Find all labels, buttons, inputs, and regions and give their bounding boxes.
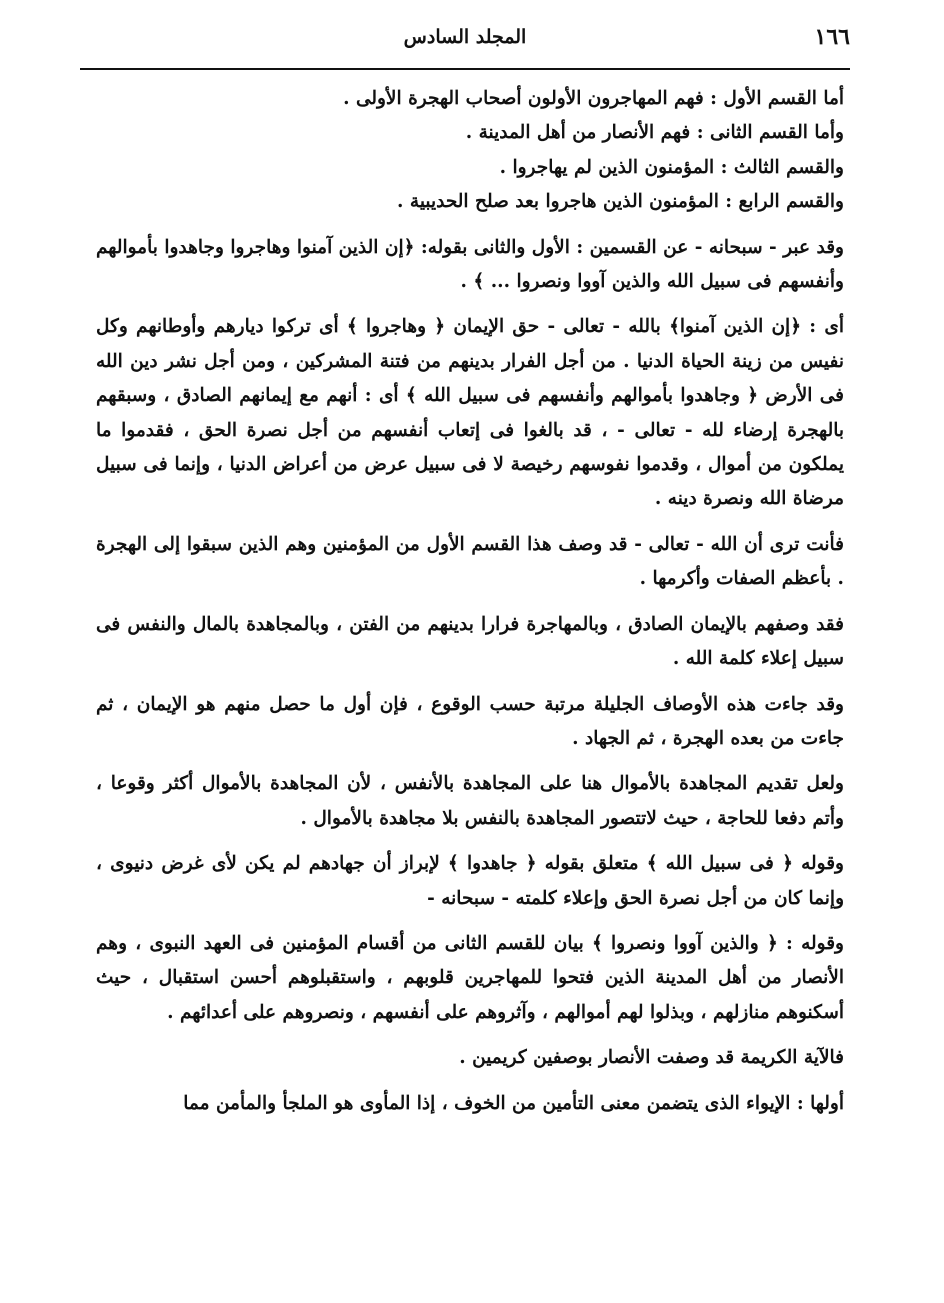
paragraph: وأما القسم الثانى : فهم الأنصار من أهل المدينة . [465,122,844,144]
paragraph: فالآية الكريمة قد وصفت الأنصار بوصفين كريمين . [459,1047,844,1069]
paragraph: فقد وصفهم بالإيمان الصادق ، وبالمهاجرة فرارا بدينهم من الفتن ، وبالمجاهدة بالمال والنفس فى سبيل إعلاء كلمة الله . [96,613,844,670]
paragraph: فأنت ترى أن الله - تعالى - قد وصف هذا القسم الأول من المؤمنين وهم الذين سبقوا إلى الهجرة . بأعظم الصفات وأكرمها . [96,533,844,590]
paragraph: أى : ﴿إن الذين آمنوا﴾ بالله - تعالى - حق الإيمان ﴿ وهاجروا ﴾ أى تركوا ديارهم وأوطانهم وكل نفيس من زينة الحياة الدنيا . من أجل الفرار بدينهم من فتنة المشركين ، ومن أجل نشر دين الله فى الأرض ﴿ وجاهدوا بأموالهم وأنفسهم فى سبيل الله ﴾ أى : أنهم مع إيمانهم الصادق ، وسبقهم بالهجرة إرضاء لله - تعالى - ، قد بالغوا فى إتعاب أنفسهم من أجل نصرة الحق ، فقدموا ما يملكون من أموال ، وقدموا نفوسهم رخيصة لا فى سبيل عرض من أعراض الدنيا ، وإنما فى سبيل مرضاة الله ونصرة دينه . [96,316,844,510]
paragraph: وقوله : ﴿ والذين آووا ونصروا ﴾ بيان للقسم الثانى من أقسام المؤمنين فى العهد النبوى ، وهم الأنصار من أهل المدينة الذين فتحوا للمهاجرين قلوبهم ، واستقبلوهم أحسن استقبال ، حيث أسكنوهم منازلهم ، وبذلوا لهم أموالهم ، وآثروهم على أنفسهم ، ونصروهم على أعدائهم . [96,932,844,1023]
header-divider [80,68,850,70]
paragraph: أما القسم الأول : فهم المهاجرون الأولون أصحاب الهجرة الأولى . [343,88,844,109]
page-header [80,22,850,62]
paragraph: وقد عبر - سبحانه - عن القسمين : الأول والثانى بقوله: ﴿إن الذين آمنوا وهاجروا وجاهدوا بأموالهم وأنفسهم فى سبيل الله والذين آووا ونصروا ... ﴾ . [96,236,844,293]
paragraph: والقسم الرابع : المؤمنون الذين هاجروا بعد صلح الحديبية . [397,191,844,213]
running-title: المجلد السادس [403,26,527,48]
paragraph: وقوله ﴿ فى سبيل الله ﴾ متعلق بقوله ﴿ جاهدوا ﴾ لإبراز أن جهادهم لم يكن لأى غرض دنيوى ، وإنما كان من أجل نصرة الحق وإعلاء كلمته - سبحانه - [96,853,844,909]
paragraph: وقد جاءت هذه الأوصاف الجليلة مرتبة حسب الوقوع ، فإن أول ما حصل منهم هو الإيمان ، ثم جاءت من بعده الهجرة ، ثم الجهاد . [96,693,844,749]
paragraph: ولعل تقديم المجاهدة بالأموال هنا على المجاهدة بالأنفس ، لأن المجاهدة بالأموال أكثر وقوعا ، وأتم دفعا للحاجة ، حيث لاتتصور المجاهدة بالنفس بلا مجاهدة بالأموال . [96,773,844,829]
page-number: ١٦٦ [814,24,850,50]
paragraph: والقسم الثالث : المؤمنون الذين لم يهاجروا . [499,156,844,178]
paragraph: أولها : الإيواء الذى يتضمن معنى التأمين من الخوف ، إذا المأوى هو الملجأ والمأمن مما [183,1092,844,1114]
page-body [96,82,844,1132]
